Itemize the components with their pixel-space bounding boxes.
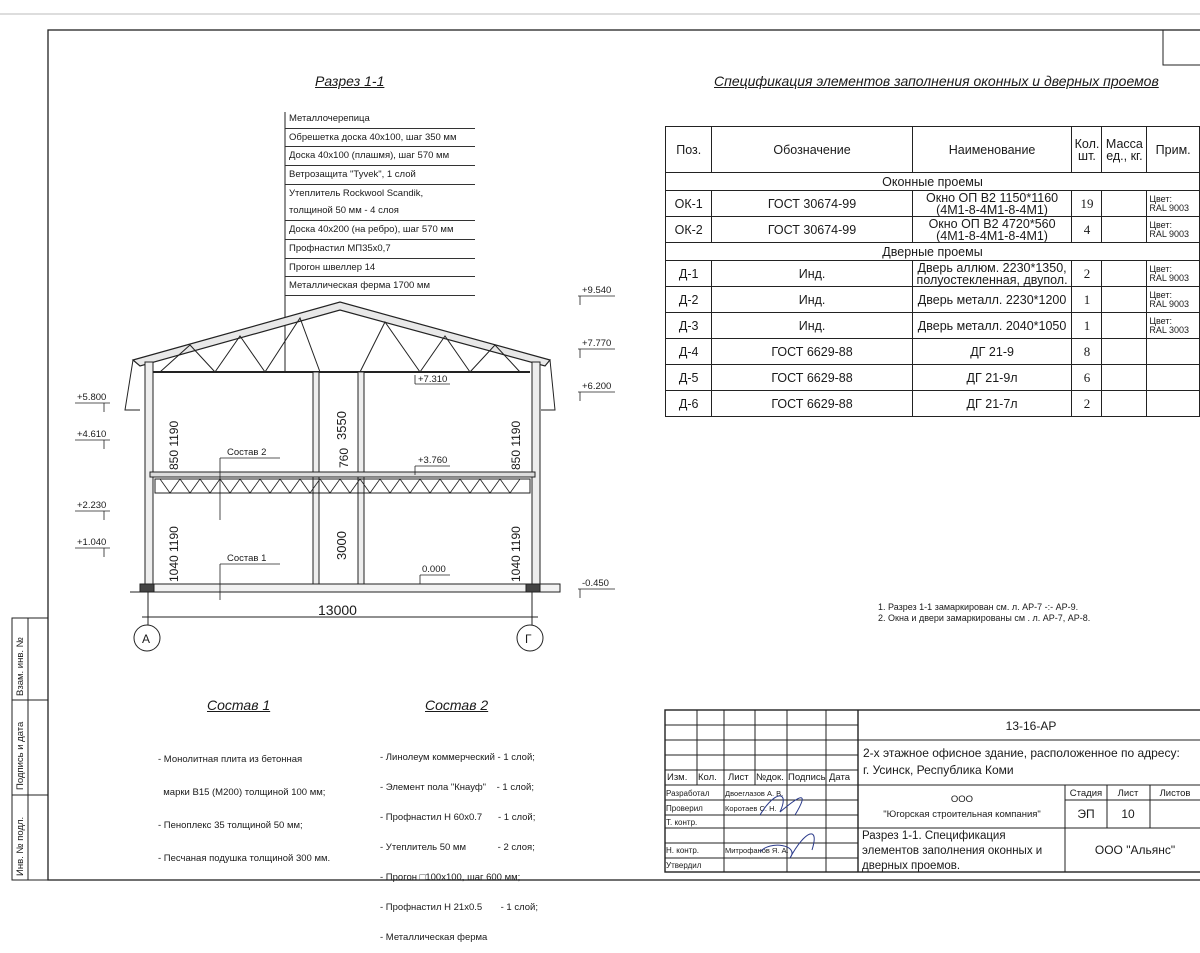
svg-text:+2.230: +2.230 [77,500,107,511]
svg-text:Митрофанов Я. А.: Митрофанов Я. А. [725,846,789,855]
layer-item: толщиной 50 мм - 4 слоя [285,202,475,221]
table-row: Д-6 ГОСТ 6629-88 ДГ 21-7л 2 [666,391,1200,417]
section-title: Разрез 1-1 [315,73,385,89]
svg-text:Коротаев С. Н.: Коротаев С. Н. [725,804,777,813]
svg-text:Г: Г [525,632,532,646]
table-row: Д-4 ГОСТ 6629-88 ДГ 21-9 8 [666,339,1200,365]
svg-text:Стадия: Стадия [1069,788,1103,799]
svg-text:Кол.: Кол. [698,772,717,783]
svg-text:Состав 1: Состав 1 [227,553,267,564]
layer-item: Доска 40х100 (плашмя), шаг 570 мм [285,147,475,166]
title-block-text [666,719,1190,872]
roof-layers-list [285,110,475,296]
svg-text:+1.040: +1.040 [77,537,107,548]
layer-item: Металлочерепица [285,110,475,129]
table-row: ОК-1 ГОСТ 30674-99 Окно ОП В2 1150*1160 (4М1-8-4М1-8-4М1) 19 Цвет: RAL 9003 [666,191,1200,217]
svg-text:Подпись и дата: Подпись и дата [15,721,26,790]
svg-text:А: А [142,632,151,646]
table-section-row: Дверные проемы [666,243,1200,261]
svg-text:760: 760 [337,447,351,468]
layer-item: Металлическая ферма 1700 мм [285,277,475,296]
svg-text:+7.770: +7.770 [582,338,612,349]
svg-text:Н. контр.: Н. контр. [666,846,700,855]
table-row: Д-5 ГОСТ 6629-88 ДГ 21-9л 6 [666,365,1200,391]
table-header-row: Поз. Обозначение Наименование Кол. шт. Масса ед., кг. Прим. [666,127,1200,173]
side-stamp [12,618,48,880]
svg-text:Т. контр.: Т. контр. [666,818,698,827]
svg-text:13-16-АР: 13-16-АР [1005,719,1057,733]
svg-text:Разрез 1-1. Спецификация: Разрез 1-1. Спецификация [862,830,1006,842]
svg-text:13000: 13000 [318,602,357,618]
notes: 1. Разрез 1-1 замаркирован см. л. АР-7 -:- АР-9. 2. Окна и двери замаркированы см . л. АР-7, АР-8. [878,602,1091,623]
svg-text:дверных проемов.: дверных проемов. [862,860,961,872]
svg-text:850 1190: 850 1190 [167,420,181,470]
svg-text:10: 10 [1121,807,1135,821]
svg-text:3000: 3000 [334,531,349,560]
table-row: ОК-2 ГОСТ 30674-99 Окно ОП В2 4720*560 (4М1-8-4М1-8-4М1) 4 Цвет: RAL 9003 [666,217,1200,243]
svg-text:Изм.: Изм. [667,772,688,783]
svg-text:-0.450: -0.450 [582,578,609,589]
svg-text:Состав 2: Состав 2 [227,447,267,458]
svg-text:Взам. инв. №: Взам. инв. № [15,637,26,696]
svg-text:+6.200: +6.200 [582,381,612,392]
layer-item: Прогон швеллер 14 [285,259,475,278]
svg-text:0.000: 0.000 [422,564,446,575]
table-section-row: Оконные проемы [666,173,1200,191]
svg-text:+4.610: +4.610 [77,429,107,440]
svg-text:Разработал: Разработал [666,789,710,798]
svg-text:3550: 3550 [334,411,349,440]
svg-text:Утвердил: Утвердил [666,861,702,870]
svg-text:ООО "Альянс": ООО "Альянс" [1094,843,1176,857]
svg-text:Двоеглазов А. В.: Двоеглазов А. В. [725,789,784,798]
svg-text:+3.760: +3.760 [418,455,448,466]
svg-text:№док.: №док. [756,772,784,783]
svg-text:ЭП: ЭП [1077,807,1095,821]
svg-text:Проверил: Проверил [666,804,703,813]
composition1-list: - Монолитная плита из бетонная марки В15 (М200) толщиной 100 мм; - Пеноплекс 35 толщиной 50 мм; - Песчаная подушка толщиной 300 мм. [158,754,331,864]
svg-text:1040 1190: 1040 1190 [167,526,181,582]
composition2-title: Состав 2 [425,697,489,713]
composition1-title: Состав 1 [207,697,271,713]
spec-title: Спецификация элементов заполнения оконных и дверных проемов [714,73,1159,89]
layer-item: Доска 40х200 (на ребро), шаг 570 мм [285,221,475,240]
svg-text:850 1190: 850 1190 [509,420,523,470]
layer-item: Профнастил МП35х0,7 [285,240,475,259]
svg-text:Дата: Дата [829,772,851,783]
layer-item: Обрешетка доска 40х100, шаг 350 мм [285,129,475,148]
svg-text:Лист: Лист [728,772,749,783]
table-row: Д-2 Инд. Дверь металл. 2230*1200 1 Цвет: RAL 9003 [666,287,1200,313]
layer-item: Ветрозащита "Tyvek", 1 слой [285,166,475,185]
svg-text:1040 1190: 1040 1190 [509,526,523,582]
svg-text:Инв. № подл.: Инв. № подл. [15,816,26,876]
svg-text:Подпись: Подпись [788,772,826,783]
layer-item: Утеплитель Rockwool Scandik, [289,187,424,199]
svg-text:Лист: Лист [1117,788,1139,799]
spec-table [665,126,1200,417]
svg-text:ООО: ООО [950,794,974,805]
svg-text:Листов: Листов [1159,788,1191,799]
svg-text:"Югорская строительная компани: "Югорская строительная компания" [883,809,1041,820]
composition2-list: - Линолеум коммерческий - 1 слой; - Элемент пола "Кнауф" - 1 слой; - Профнастил Н 60х0.7 - 1 слой; - Утеплитель 50 мм - 2 слоя; - Прогон □100х100, шаг 600 мм; - Профнастил Н 21х0.5 - 1 слой; - Металлическая ферма [380,752,538,943]
svg-text:+9.540: +9.540 [582,285,612,296]
svg-text:+5.800: +5.800 [77,392,107,403]
table-row: Д-1 Инд. Дверь аллюм. 2230*1350, полуостекленная, двупол. 2 Цвет: RAL 9003 [666,261,1200,287]
table-row: Д-3 Инд. Дверь металл. 2040*1050 1 Цвет: RAL 3003 [666,313,1200,339]
svg-text:2-х этажное офисное здание, ра: 2-х этажное офисное здание, расположенное по адресу: [863,746,1180,760]
svg-text:г. Усинск, Республика Коми: г. Усинск, Республика Коми [863,763,1014,777]
svg-text:элементов заполнения оконных и: элементов заполнения оконных и [862,845,1043,857]
svg-text:+7.310: +7.310 [418,374,448,385]
